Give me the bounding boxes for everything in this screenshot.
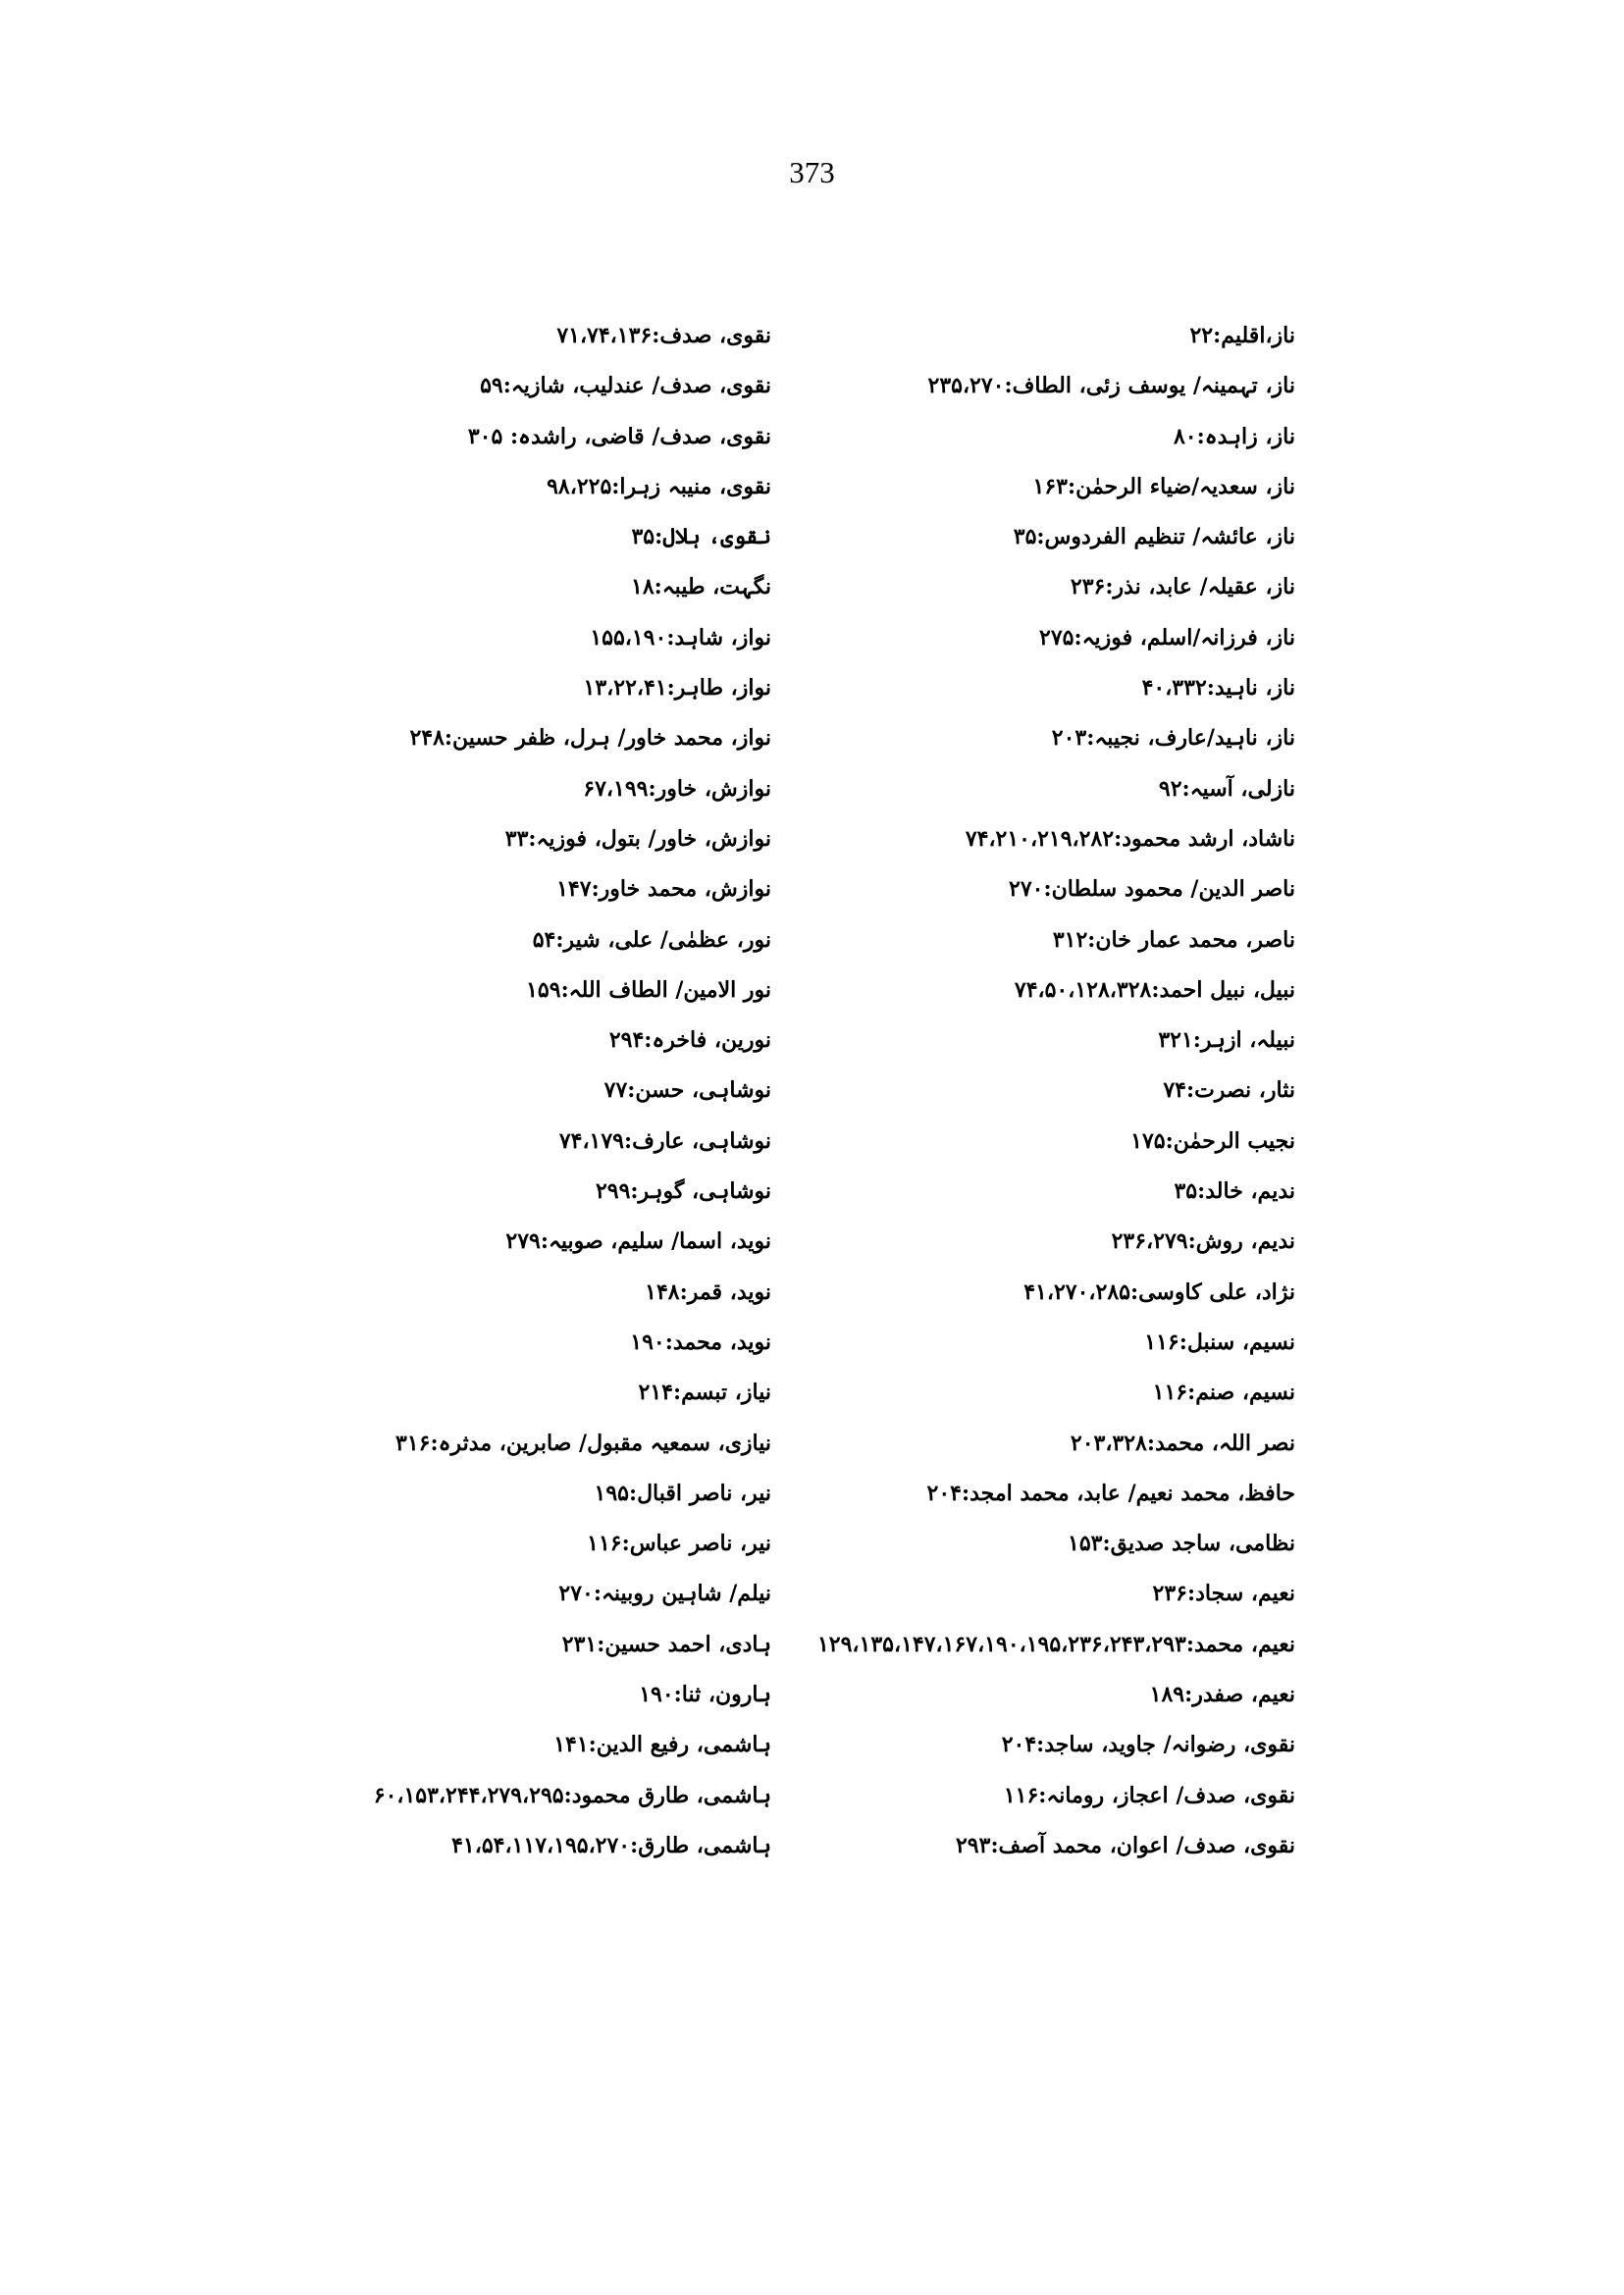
- index-entry: نیلم/ شاہین روبینہ:۲۷۰: [558, 1581, 771, 1607]
- index-entry: نصر اللہ، محمد:۲۰۳،۳۲۸: [1070, 1430, 1295, 1456]
- index-entry: نقوی، صدف/ عندلیب، شازیہ:۵۹: [480, 373, 771, 399]
- index-entry: ناز، تہمینہ/ یوسف زئی، الطاف:۲۳۵،۲۷۰: [927, 373, 1295, 399]
- index-entry: نوشاہی، عارف:۷۴،۱۷۹: [558, 1127, 771, 1154]
- index-entry: ناشاد، ارشد محمود:۷۴،۲۱۰،۲۱۹،۲۸۲: [965, 825, 1295, 852]
- index-entry: ہادی، احمد حسین:۲۳۱: [561, 1631, 771, 1657]
- index-entry: نوازش، خاور:۶۷،۱۹۹: [583, 775, 771, 802]
- index-entry: نجیب الرحمٰن:۱۷۵: [1130, 1127, 1295, 1154]
- index-entry: ندیم، روش:۲۳۶،۲۷۹: [1111, 1228, 1295, 1255]
- index-entry: نقوی، ہلال:۳۵: [631, 524, 771, 550]
- index-entry: ناز، فرزانہ/اسلم، فوزیہ:۲۷۵: [1039, 624, 1295, 651]
- index-entry: ہارون، ثنا:۱۹۰: [639, 1682, 771, 1708]
- index-column-right: [775, 316, 1295, 1876]
- index-entry: ناصر، محمد عمار خان:۳۱۲: [1052, 926, 1295, 953]
- index-entry: نوید، اسما/ سلیم، صوبیہ:۲۷۹: [505, 1228, 771, 1255]
- index-entry: ناز، عقیلہ/ عابد، نذر:۲۳۶: [1070, 574, 1295, 600]
- index-entry: ہاشمی، رفیع الدین:۱۴۱: [553, 1732, 771, 1758]
- page-number: 373: [789, 155, 835, 189]
- index-entry: نسیم، صنم:۱۱۶: [1152, 1380, 1295, 1406]
- index-entry: نیر، ناصر اقبال:۱۹۵: [594, 1480, 771, 1506]
- index-entry: نوید، قمر:۱۴۸: [645, 1278, 771, 1305]
- index-entry: نقوی، صدف/ اعوان، محمد آصف:۲۹۳: [955, 1832, 1295, 1858]
- index-entry: نور، عظمٰی/ علی، شیر:۵۴: [532, 926, 771, 953]
- index-entry: ناز، عائشہ/ تنظیم الفردوس:۳۵: [1013, 524, 1295, 550]
- index-entry: نثار، نصرت:۷۴: [1163, 1077, 1295, 1104]
- index-entry: نگہت، طیبہ:۱۸: [631, 574, 771, 600]
- index-entry: نوشاہی، گوہر:۲۹۹: [595, 1178, 771, 1205]
- index-entry: نیازی، سمعیہ مقبول/ صابرین، مدثرہ:۳۱۶: [395, 1430, 771, 1456]
- index-entry: نقوی، صدف/ اعجاز، رومانہ:۱۱۶: [1003, 1782, 1295, 1808]
- index-entry: نظامی، ساجد صدیق:۱۵۳: [1068, 1531, 1295, 1557]
- index-entry: نقوی، منیبہ زہرا:۹۸،۲۲۵: [547, 473, 771, 499]
- index-entry: نیر، ناصر عباس:۱۱۶: [587, 1531, 771, 1557]
- index-entry: نور الامین/ الطاف اللہ:۱۵۹: [526, 976, 771, 1003]
- index-entry: نسیم، سنبل:۱۱۶: [1144, 1329, 1295, 1355]
- index-entry: نورین، فاخرہ:۲۹۴: [608, 1027, 771, 1054]
- index-entry: ناز،اقلیم:۲۲: [1189, 323, 1295, 348]
- index-entry: نوازش، خاور/ بتول، فوزیہ:۳۳: [504, 825, 771, 852]
- index-entry: ہاشمی، طارق محمود:۶۰،۱۵۳،۲۴۴،۲۷۹،۲۹۵: [373, 1782, 771, 1808]
- index-entry: نبیل، نبیل احمد:۷۴،۵۰،۱۲۸،۳۲۸: [1014, 976, 1295, 1003]
- index-entry: نقوی، صدف/ قاضی، راشدہ: ۳۰۵: [467, 423, 771, 449]
- index-entry: ناز، ناہید/عارف، نجیبہ:۲۰۳: [1051, 725, 1295, 752]
- index-entry: نژاد، علی کاوسی:۴۱،۲۷۰،۲۸۵: [1023, 1278, 1295, 1305]
- index-entry: ہاشمی، طارق:۴۱،۵۴،۱۱۷،۱۹۵،۲۷۰: [451, 1832, 771, 1858]
- index-entry: نیاز، تبسم:۲۱۴: [638, 1380, 771, 1406]
- index-entry: نوشاہی، حسن:۷۷: [603, 1077, 771, 1104]
- index-entry: ندیم، خالد:۳۵: [1174, 1178, 1295, 1205]
- index-entry: نازلی، آسیہ:۹۲: [1158, 775, 1295, 802]
- index-entry: نوازش، محمد خاور:۱۴۷: [556, 876, 771, 903]
- index-entry: نعیم، سجاد:۲۳۶: [1152, 1581, 1295, 1607]
- index-entry: نواز، شاہد:۱۵۵،۱۹۰: [590, 624, 771, 651]
- index-entry: نقوی، صدف:۷۱،۷۴،۱۳۶: [556, 323, 771, 348]
- index-entry: نواز، طاہر:۱۳،۲۲،۴۱: [583, 675, 771, 702]
- index-entry: ناز، سعدیہ/ضیاء الرحمٰن:۱۶۳: [1032, 473, 1295, 499]
- index-entry: نوید، محمد:۱۹۰: [630, 1329, 771, 1355]
- index-entry: نقوی، رضوانہ/ جاوید، ساجد:۲۰۴: [1001, 1732, 1295, 1758]
- index-entry: نبیلہ، ازہر:۳۲۱: [1158, 1027, 1295, 1054]
- index-entry: حافظ، محمد نعیم/ عابد، محمد امجد:۲۰۴: [926, 1480, 1295, 1506]
- index-entry: نعیم، صفدر:۱۸۹: [1149, 1682, 1295, 1708]
- index-entry: ناز، زاہدہ:۸۰: [1173, 423, 1295, 449]
- index-entry: نعیم، محمد:۱۲۹،۱۳۵،۱۴۷،۱۶۷،۱۹۰،۱۹۵،۲۳۶،۲۴۳،۲۹۳: [816, 1631, 1295, 1657]
- index-entry: نواز، محمد خاور/ ہرل، ظفر حسین:۲۴۸: [409, 725, 771, 752]
- index-entry: ناز، ناہید:۴۰،۳۳۲: [1141, 675, 1295, 702]
- index-entry: ناصر الدین/ محمود سلطان:۲۷۰: [1009, 876, 1295, 903]
- index-column-left: [294, 316, 771, 1876]
